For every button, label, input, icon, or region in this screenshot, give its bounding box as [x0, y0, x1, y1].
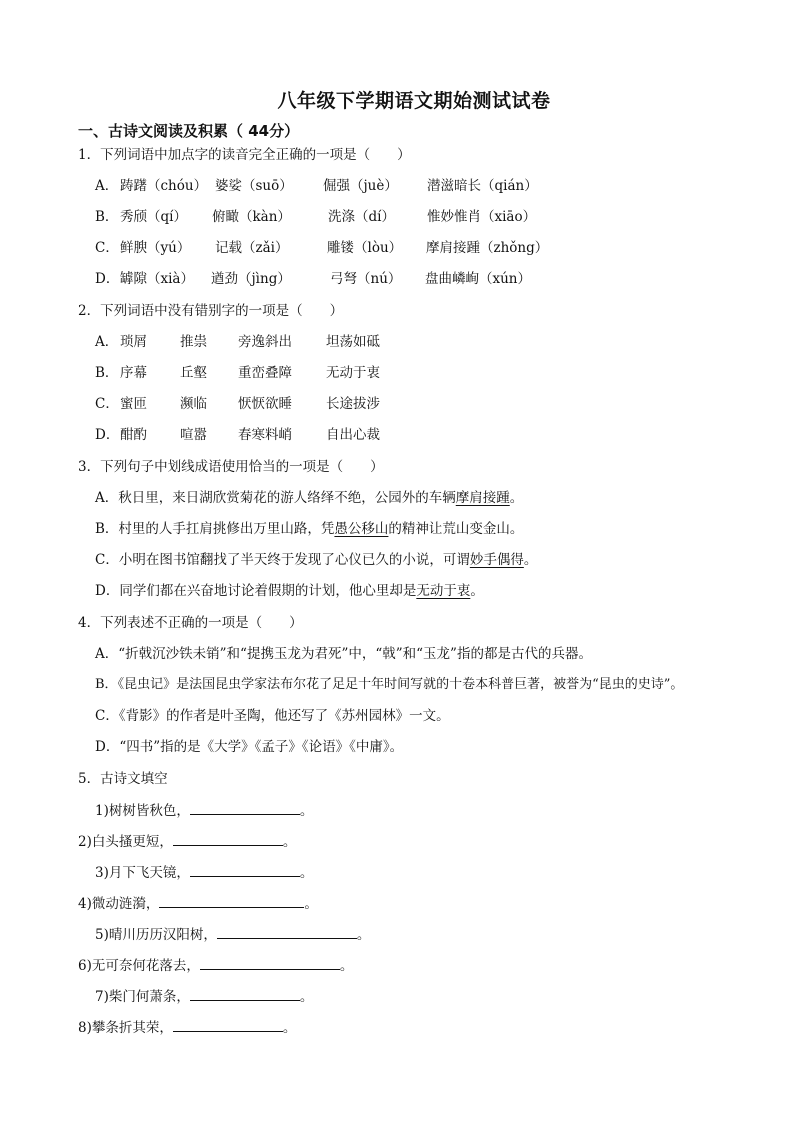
option-item: 重峦叠障 — [238, 365, 292, 381]
question-1-stem: 1．下列词语中加点字的读音完全正确的一项是（ ） — [78, 147, 411, 163]
option-text: 《昆虫记》是法国昆虫学家法布尔花了足足十年时间写就的十卷本科普巨著，被誉为“昆虫的史诗”。 — [117, 677, 684, 692]
underlined-idiom: 愚公移山 — [334, 521, 389, 537]
option-item: 婆娑（suō） — [215, 178, 293, 194]
question-4-option-c — [95, 707, 450, 725]
option-item: 长途拔涉 — [326, 396, 380, 412]
answer-blank[interactable] — [173, 1018, 283, 1032]
option-label: D． — [95, 427, 120, 443]
option-item: 琐屑 — [120, 334, 147, 350]
option-item: 秀颀（qí） — [120, 209, 187, 225]
question-2-stem: 2．下列词语中没有错别字的一项是（ ） — [78, 303, 344, 319]
poem-fill-item — [78, 894, 318, 913]
answer-blank[interactable] — [173, 832, 283, 846]
question-4-option-a — [95, 645, 592, 663]
underlined-idiom: 无动于衷 — [416, 583, 471, 599]
question-5-stem: 5．古诗文填空 — [78, 771, 168, 787]
poem-fill-item — [78, 956, 353, 975]
option-item: 蜜匝 — [120, 396, 147, 412]
poem-fill-item — [95, 987, 313, 1006]
poem-line-end: 。 — [339, 958, 354, 974]
poem-line-end: 。 — [282, 834, 297, 850]
underlined-idiom: 摩肩接踵 — [455, 490, 510, 506]
option-item: 俯瞰（kàn） — [212, 209, 291, 225]
poem-line-end: 。 — [299, 803, 314, 819]
option-item: 摩肩接踵（zhǒng） — [426, 240, 549, 256]
page-title: 八年级下学期语文期始测试试卷 — [277, 90, 551, 112]
poem-line: 8)攀条折其荣， — [78, 1020, 173, 1036]
poem-line-end: 。 — [304, 896, 318, 912]
option-item: 潜滋暗长（qián） — [427, 178, 538, 194]
poem-fill-item — [95, 925, 370, 944]
option-item: 倔强（juè） — [323, 178, 398, 194]
option-item: 酣酌 — [120, 427, 147, 443]
poem-line: 4)微动涟漪， — [78, 896, 160, 912]
poem-fill-item — [95, 863, 313, 882]
option-item: 弓弩（nú） — [330, 271, 402, 287]
option-item: 鲜腴（yú） — [120, 240, 191, 256]
option-text-end: 的精神让荒山变金山。 — [388, 521, 524, 537]
poem-line-end: 。 — [356, 927, 371, 943]
question-4-option-d — [95, 738, 403, 756]
poem-fill-item — [78, 1018, 296, 1037]
answer-blank[interactable] — [200, 956, 340, 970]
option-label: D． — [95, 583, 120, 599]
poem-fill-item — [78, 832, 296, 851]
question-3-option-a — [95, 489, 523, 507]
question-3-option-d — [95, 582, 484, 600]
option-item: 推祟 — [180, 334, 207, 350]
option-item: 恹恹欲睡 — [238, 396, 292, 412]
option-text: 秋日里，来日湖欣赏菊花的游人络绎不绝，公园外的车辆 — [118, 490, 456, 506]
option-item: 自出心裁 — [326, 427, 380, 443]
option-text: “折戟沉沙铁未销”和“提携玉龙为君死”中，“戟”和“玉龙”指的都是古代的兵器。 — [118, 646, 592, 662]
option-item: 丘壑 — [180, 365, 207, 381]
option-label: A． — [95, 646, 119, 662]
option-label: C． — [95, 552, 119, 568]
poem-line: 1)树树皆秋色， — [95, 803, 190, 819]
option-item: 记载（zǎi） — [215, 240, 289, 256]
option-label: A． — [95, 178, 119, 194]
section-heading: 一、古诗文阅读及积累（ 44分） — [78, 122, 300, 140]
question-4-option-b — [95, 676, 683, 694]
option-item: 坦荡如砥 — [326, 334, 380, 350]
poem-line: 5)晴川历历汉阳树， — [95, 927, 217, 943]
option-text: 《背影》的作者是叶圣陶，他还写了《苏州园林》一文。 — [118, 708, 450, 724]
option-item: 惟妙惟肖（xiāo） — [427, 209, 537, 225]
option-label: C． — [95, 396, 119, 412]
answer-blank[interactable] — [217, 925, 357, 939]
answer-blank[interactable] — [190, 863, 300, 877]
option-text-end: 。 — [470, 583, 484, 599]
option-label: B． — [95, 521, 119, 537]
underlined-idiom: 妙手偶得 — [469, 552, 524, 568]
poem-line-end: 。 — [299, 989, 314, 1005]
answer-blank[interactable] — [159, 894, 304, 908]
poem-line: 3)月下飞天镜， — [95, 865, 190, 881]
option-item: 盘曲嶙峋（xún） — [425, 271, 532, 287]
option-item: 喧嚣 — [180, 427, 207, 443]
option-label: B． — [95, 365, 119, 381]
option-text-end: 。 — [509, 490, 524, 506]
poem-line-end: 。 — [299, 865, 314, 881]
option-item: 遒劲（jìng） — [211, 271, 291, 287]
option-label: C． — [95, 708, 119, 724]
option-text: “四书”指的是《大学》《孟子》《论语》《中庸》。 — [119, 739, 404, 755]
option-text: 同学们都在兴奋地讨论着假期的计划，他心里却是 — [119, 583, 417, 599]
option-label: C． — [95, 240, 119, 256]
poem-line: 2)白头搔更短， — [78, 834, 173, 850]
answer-blank[interactable] — [190, 987, 300, 1001]
question-4-stem: 4．下列表述不正确的一项是（ ） — [78, 615, 303, 631]
option-label: D． — [95, 739, 120, 755]
option-text: 村里的人手扛肩挑修出万里山路，凭 — [118, 521, 335, 537]
question-3-stem: 3．下列句子中划线成语使用恰当的一项是（ ） — [78, 459, 384, 475]
poem-fill-item — [95, 801, 313, 820]
option-item: 序幕 — [120, 365, 147, 381]
poem-line: 7)柴门何萧条， — [95, 989, 190, 1005]
option-text-end: 。 — [523, 552, 538, 568]
option-item: 濒临 — [180, 396, 207, 412]
poem-line-end: 。 — [282, 1020, 297, 1036]
poem-line: 6)无可奈何花落去， — [78, 958, 200, 974]
option-item: 踌躇（chóu） — [120, 178, 208, 194]
option-label: B． — [95, 209, 119, 225]
option-label: A． — [95, 490, 119, 506]
option-label: D． — [95, 271, 120, 287]
option-item: 旁逸斜出 — [238, 334, 292, 350]
option-label: B． — [95, 677, 118, 692]
question-3-option-c — [95, 551, 537, 569]
option-text: 小明在图书馆翻找了半天终于发现了心仪已久的小说，可谓 — [118, 552, 470, 568]
option-item: 洗涤（dí） — [328, 209, 395, 225]
option-item: 春寒料峭 — [238, 427, 292, 443]
answer-blank[interactable] — [190, 801, 300, 815]
option-label: A． — [95, 334, 119, 350]
question-3-option-b — [95, 520, 523, 538]
option-item: 雕镂（lòu） — [327, 240, 403, 256]
option-item: 罅隙（xià） — [120, 271, 194, 287]
option-item: 无动于衷 — [326, 365, 380, 381]
